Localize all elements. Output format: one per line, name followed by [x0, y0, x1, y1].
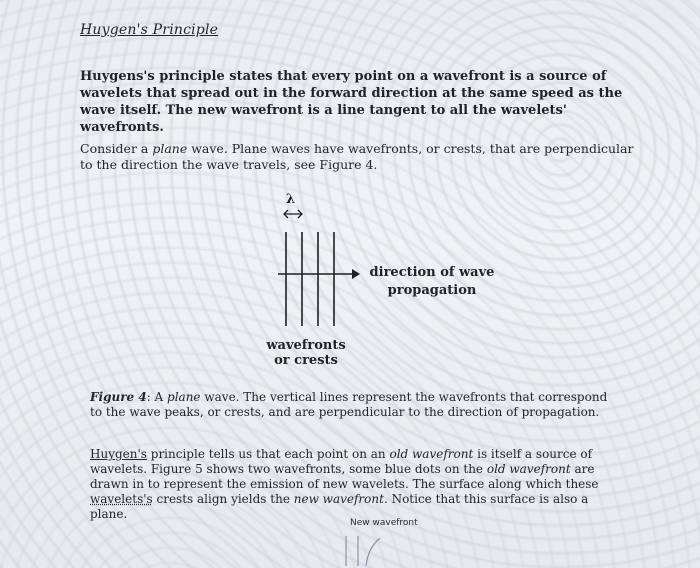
- para1-emphasis: plane: [152, 141, 188, 156]
- direction-label: [362, 264, 502, 300]
- section-title: Huygen's Principle: [80, 22, 219, 38]
- wavefronts-label-line2: or crests: [274, 353, 338, 368]
- para1-prefix: Consider a: [80, 141, 153, 156]
- para2-e2: old wavefront: [486, 462, 571, 476]
- figure-4: [240, 190, 560, 370]
- para2-t5: . Notice that this surface is also a plane.: [90, 492, 589, 521]
- caption-label: Figure 4: [90, 390, 147, 404]
- para2-t2: is itself a source of wavelets. Figure 5 shows two wavefronts, some blue dots on the: [90, 447, 593, 476]
- caption-emphasis: plane: [167, 390, 201, 404]
- para2-t3: are drawn in to represent the emission of new wavelets. The surface along which these: [90, 462, 599, 491]
- para1-suffix: wave. Plane waves have wavefronts, or crests, that are perpendicular to the direction the wave travels, see Figure 4.: [80, 141, 634, 172]
- propagation-arrowhead: [352, 269, 360, 279]
- wavelength-arrow: [284, 210, 302, 218]
- principle-statement: Huygens's principle states that every point on a wavefront is a source of wavelets that spread out in the forward direction at the same speed as the wave itself. The new wavefront is a line tangent to all the wavelets' wavefronts.: [80, 69, 623, 135]
- figure-5-sketch: [336, 528, 396, 568]
- direction-label-line2: propagation: [387, 283, 477, 298]
- caption-text-1: : A: [146, 390, 168, 404]
- wavefronts-label: [258, 338, 354, 368]
- plane-wave-paragraph: [80, 141, 640, 173]
- huygens-paragraph: [90, 447, 620, 522]
- para2-t4: crests align yields the: [152, 492, 294, 506]
- caption-text-2: wave. The vertical lines represent the wavefronts that correspond to the wave peaks, or crests, and are perpendicular to the direction of propagation.: [90, 390, 608, 419]
- lambda-label: λ: [286, 192, 296, 207]
- term-wavelets: wavelets's: [90, 492, 153, 506]
- fig5-label: New wavefront: [350, 518, 418, 528]
- para2-e1: old wavefront: [389, 447, 474, 461]
- figure-4-caption: [90, 390, 610, 420]
- para2-t1: principle tells us that each point on an: [146, 447, 390, 461]
- term-huygens: Huygen's: [90, 447, 147, 461]
- para2-e3: new wavefront: [293, 492, 384, 506]
- wavefronts-label-line1: wavefronts: [266, 338, 346, 353]
- direction-label-line1: direction of wave: [369, 265, 495, 280]
- wavefront-lines: [286, 232, 334, 326]
